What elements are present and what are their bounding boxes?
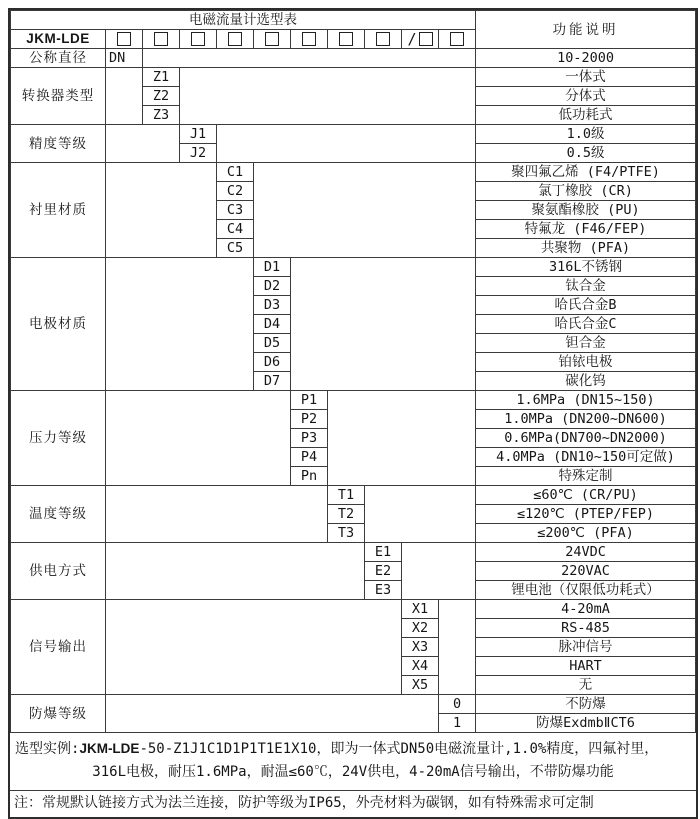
spacer-cell	[439, 600, 476, 695]
model-checkbox-cell[interactable]	[106, 30, 143, 49]
description-cell: 聚四氟乙烯 (F4/PTFE)	[476, 163, 696, 182]
description-cell: 脉冲信号	[476, 638, 696, 657]
description-cell: 0.5级	[476, 144, 696, 163]
checkbox-icon	[450, 32, 464, 46]
spacer-cell	[402, 543, 476, 600]
code-cell: D7	[254, 372, 291, 391]
description-cell: 共聚物 (PFA)	[476, 239, 696, 258]
code-cell: X2	[402, 619, 439, 638]
example-model-code: JKM-LDE	[79, 741, 140, 756]
description-cell: 316L不锈钢	[476, 258, 696, 277]
code-cell: T3	[328, 524, 365, 543]
code-cell: P4	[291, 448, 328, 467]
code-cell: C2	[217, 182, 254, 201]
example-line1-rest: -50-Z1J1C1D1P1T1E1X10，即为一体式DN50电磁流量计,1.0%精度，四氟衬里，	[139, 741, 659, 757]
code-cell: D6	[254, 353, 291, 372]
description-cell: 低功耗式	[476, 106, 696, 125]
example-line-1	[15, 737, 691, 761]
checkbox-icon	[154, 32, 168, 46]
slash-mark: /	[407, 30, 417, 48]
spacer-cell	[143, 49, 476, 68]
header-row	[11, 11, 696, 30]
function-column-header: 功能说明	[476, 11, 696, 49]
description-cell: 4.0MPa (DN10~150可定做)	[476, 448, 696, 467]
description-cell: RS-485	[476, 619, 696, 638]
code-cell: E3	[365, 581, 402, 600]
code-cell: 1	[439, 714, 476, 733]
spacer-cell	[106, 486, 328, 543]
spacer-cell	[365, 486, 476, 543]
selection-table-frame	[8, 8, 698, 819]
category-label: 供电方式	[11, 543, 106, 600]
code-cell: E2	[365, 562, 402, 581]
code-cell: J2	[180, 144, 217, 163]
description-cell: 氯丁橡胶 (CR)	[476, 182, 696, 201]
code-cell: P1	[291, 391, 328, 410]
spacer-cell	[328, 391, 476, 486]
spacer-cell	[254, 163, 476, 258]
code-cell: C4	[217, 220, 254, 239]
checkbox-icon	[228, 32, 242, 46]
code-cell: T2	[328, 505, 365, 524]
selection-example	[10, 733, 696, 790]
code-cell: C3	[217, 201, 254, 220]
category-label: 公称直径	[11, 49, 106, 68]
category-label: 防爆等级	[11, 695, 106, 733]
code-cell: P2	[291, 410, 328, 429]
description-cell: 1.6MPa (DN15~150)	[476, 391, 696, 410]
example-line-2: 316L电极，耐压1.6MPa，耐温≤60℃，24V供电，4-20mA信号输出，不带防爆功能	[92, 764, 614, 780]
code-cell: X1	[402, 600, 439, 619]
checkbox-icon	[117, 32, 131, 46]
description-cell: 0.6MPa(DN700~DN2000)	[476, 429, 696, 448]
code-cell: E1	[365, 543, 402, 562]
description-cell: 24VDC	[476, 543, 696, 562]
section-row	[11, 163, 696, 182]
category-label: 信号输出	[11, 600, 106, 695]
category-label: 衬里材质	[11, 163, 106, 258]
section-row	[11, 600, 696, 619]
code-cell: D3	[254, 296, 291, 315]
description-cell: 钽合金	[476, 334, 696, 353]
checkbox-icon	[265, 32, 279, 46]
spacer-cell	[106, 600, 402, 695]
model-checkbox-cell[interactable]	[328, 30, 365, 49]
description-cell: 聚氨酯橡胶 (PU)	[476, 201, 696, 220]
description-cell: 1.0级	[476, 125, 696, 144]
category-label: 电极材质	[11, 258, 106, 391]
description-cell: 钛合金	[476, 277, 696, 296]
model-checkbox-cell[interactable]	[365, 30, 402, 49]
category-label: 转换器类型	[11, 68, 106, 125]
description-cell: 无	[476, 676, 696, 695]
checkbox-icon	[376, 32, 390, 46]
description-cell: ≤120℃ (PTEP/FEP)	[476, 505, 696, 524]
spacer-cell	[291, 258, 476, 391]
section-row	[11, 49, 696, 68]
model-checkbox-cell[interactable]	[143, 30, 180, 49]
category-label: 精度等级	[11, 125, 106, 163]
model-checkbox-cell[interactable]	[291, 30, 328, 49]
section-row	[11, 486, 696, 505]
description-cell: 防爆ExdmbⅡCT6	[476, 714, 696, 733]
model-label: JKM-LDE	[11, 30, 106, 49]
model-checkbox-cell[interactable]	[180, 30, 217, 49]
model-checkbox-cell[interactable]	[402, 30, 439, 49]
description-cell: ≤200℃ (PFA)	[476, 524, 696, 543]
description-cell: 1.0MPa (DN200~DN600)	[476, 410, 696, 429]
spacer-cell	[106, 258, 254, 391]
model-checkbox-cell[interactable]	[217, 30, 254, 49]
note-line: 注：常规默认链接方式为法兰连接，防护等级为IP65，外壳材料为碳钢，如有特殊需求可定制	[10, 790, 696, 817]
description-cell: 铂铱电极	[476, 353, 696, 372]
spacer-cell	[106, 125, 180, 163]
spacer-cell	[106, 695, 439, 733]
section-row	[11, 125, 696, 144]
description-cell: 4-20mA	[476, 600, 696, 619]
description-cell: 220VAC	[476, 562, 696, 581]
spacer-cell	[106, 163, 217, 258]
spacer-cell	[106, 68, 143, 125]
checkbox-icon	[419, 32, 433, 46]
description-cell: 哈氏合金B	[476, 296, 696, 315]
checkbox-icon	[191, 32, 205, 46]
code-cell: C1	[217, 163, 254, 182]
checkbox-icon	[302, 32, 316, 46]
code-cell: Z2	[143, 87, 180, 106]
code-cell: T1	[328, 486, 365, 505]
description-cell: 碳化钨	[476, 372, 696, 391]
description-cell: 锂电池（仅限低功耗式）	[476, 581, 696, 600]
description-cell: 10-2000	[476, 49, 696, 68]
section-row	[11, 391, 696, 410]
description-cell: 特殊定制	[476, 467, 696, 486]
code-cell: X4	[402, 657, 439, 676]
example-prefix: 选型实例:	[15, 741, 80, 757]
spacer-cell	[180, 68, 476, 125]
code-cell: D5	[254, 334, 291, 353]
code-cell: Z1	[143, 68, 180, 87]
description-cell: 哈氏合金C	[476, 315, 696, 334]
spacer-cell	[217, 125, 476, 163]
description-cell: ≤60℃ (CR/PU)	[476, 486, 696, 505]
description-cell: HART	[476, 657, 696, 676]
code-cell: P3	[291, 429, 328, 448]
spacer-cell	[106, 391, 291, 486]
code-cell: J1	[180, 125, 217, 144]
section-row	[11, 68, 696, 87]
category-label: 压力等级	[11, 391, 106, 486]
description-cell: 特氟龙 (F46/FEP)	[476, 220, 696, 239]
code-cell: Z3	[143, 106, 180, 125]
selection-table	[10, 10, 696, 733]
table-title: 电磁流量计选型表	[11, 11, 476, 30]
code-cell: Pn	[291, 467, 328, 486]
section-row	[11, 258, 696, 277]
model-checkbox-cell[interactable]	[254, 30, 291, 49]
code-cell: D1	[254, 258, 291, 277]
code-cell: D4	[254, 315, 291, 334]
section-row	[11, 543, 696, 562]
code-cell: X5	[402, 676, 439, 695]
category-label: 温度等级	[11, 486, 106, 543]
description-cell: 分体式	[476, 87, 696, 106]
code-cell: DN	[106, 49, 143, 68]
description-cell: 一体式	[476, 68, 696, 87]
code-cell: C5	[217, 239, 254, 258]
code-cell: X3	[402, 638, 439, 657]
section-row	[11, 695, 696, 714]
code-cell: D2	[254, 277, 291, 296]
model-checkbox-cell[interactable]	[439, 30, 476, 49]
checkbox-icon	[339, 32, 353, 46]
description-cell: 不防爆	[476, 695, 696, 714]
code-cell: 0	[439, 695, 476, 714]
spacer-cell	[106, 543, 365, 600]
